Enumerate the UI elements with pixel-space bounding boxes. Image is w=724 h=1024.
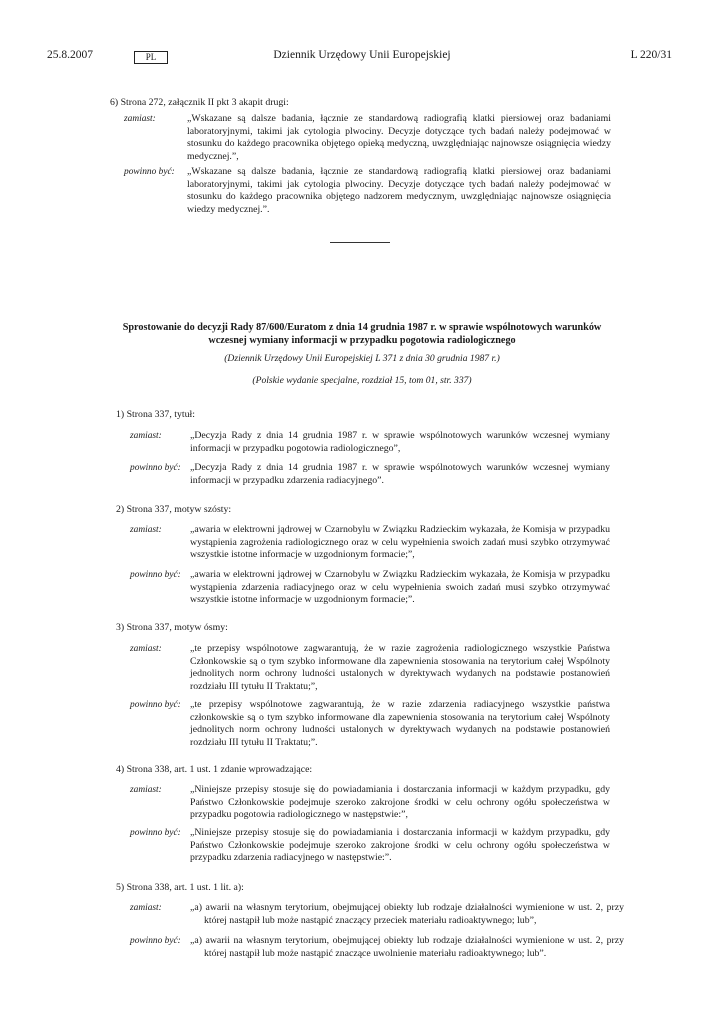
label-should: powinno być: [130,828,181,838]
header-date: 25.8.2007 [47,49,93,61]
label-instead: zamiast: [130,525,162,535]
language-badge: PL [134,51,168,64]
label-should: powinno być: [130,936,181,946]
section-reference-oj: (Dziennik Urzędowy Unii Europejskiej L 371 z dnia 30 grudnia 1987 r.) [224,353,500,364]
item-heading: 5) Strona 338, art. 1 ust. 1 lit. a): [116,882,244,893]
text-instead: „Niniejsze przepisy stosuje się do powiadamiania i dostarczania informacji w każdym przypadku, gdy Państwo Członkowskie podejmuje szeroko zakrojone środki w celu ochrony ogółu społeczeństwa w przypadku pogotowia radiologicznego w następstwie:”, [190,784,610,821]
text-instead: „awaria w elektrowni jądrowej w Czarnobylu w Związku Radzieckim wykazała, że Komisja w przypadku wystąpienia zagrożenia radiologicznego oraz w celu wypełnienia swoich zadań musi szybko otrzymywać wszystkie istotne informacje w uzgodnionym formacie;”, [190,524,610,561]
journal-title: Dziennik Urzędowy Unii Europejskiej [273,49,451,61]
label-should: powinno być: [130,463,181,473]
section-title-line1: Sprostowanie do decyzji Rady 87/600/Euratom z dnia 14 grudnia 1987 r. w sprawie wspólnotowych warunków [122,322,602,333]
item-heading: 1) Strona 337, tytuł: [116,409,195,420]
label-instead: zamiast: [130,644,162,654]
separator-line [330,242,390,243]
label-instead: zamiast: [130,431,162,441]
text-instead: „Wskazane są dalsze badania, łącznie ze standardową radiografią klatki piersiowej oraz badaniami laboratoryjnymi, takimi jak cytologia plwociny. Decyzje dotyczące tych badań należy podejmować w stosunku do każdego pracownika objętego opieką medyczną, uwzględniając najnowsze osiągnięcia wiedzy medycznej.”, [187,113,611,162]
section-reference-special: (Polskie wydanie specjalne, rozdział 15, tom 01, str. 337) [252,375,472,386]
text-instead: „a) awarii na własnym terytorium, obejmującej obiekty lub rodzaje działalności wymienione w ust. 2, przy której nastąpił lub może nastąpić znaczący przeciek materiału radioaktywnego; lub”, [190,902,624,926]
label-instead: zamiast: [130,903,162,913]
text-instead: „Decyzja Rady z dnia 14 grudnia 1987 r. w sprawie wspólnotowych warunków wczesnej wymiany informacji w przypadku pogotowia radiologicznego”, [190,430,610,454]
section-title-line2: wczesnej wymiany informacji w przypadku pogotowia radiologicznego [208,335,516,346]
text-should: „te przepisy wspólnotowe zagwarantują, że w razie zdarzenia radiacyjnego wszystkie państwa członkowskie są o tym szybko informowane dla zapewnienia stosowania na terytorium całej Wspólnoty jednolitych norm ochrony ludności ustalonych w dyrektywach wydanych na podstawie postanowień rozdziału III tytułu II Traktatu;”. [190,699,610,748]
item-heading: 3) Strona 337, motyw ósmy: [116,622,228,633]
text-should: „a) awarii na własnym terytorium, obejmującej obiekty lub rodzaje działalności wymienione w ust. 2, przy której nastąpił lub może nastąpić znaczące uwolnienie materiału radioaktywnego; lub”. [190,935,624,959]
page-number: L 220/31 [630,49,672,61]
item-heading: 2) Strona 337, motyw szósty: [116,504,232,515]
label-instead: zamiast: [124,114,156,124]
label-should: powinno być: [130,570,181,580]
text-should: „Wskazane są dalsze badania, łącznie ze standardową radiografią klatki piersiowej oraz badaniami laboratoryjnymi, takimi jak cytologia plwociny. Decyzje dotyczące tych badań należy podejmować w stosunku do każdego pracownika objętego nadzorem medycznym, uwzględniając najnowsze osiągnięcia wiedzy medycznej.”. [187,166,611,215]
text-should: „Decyzja Rady z dnia 14 grudnia 1987 r. w sprawie wspólnotowych warunków wczesnej wymiany informacji w przypadku zdarzenia radiacyjnego”. [190,462,610,486]
text-should: „Niniejsze przepisy stosuje się do powiadamiania i dostarczania informacji w każdym przypadku, gdy Państwo Członkowskie podejmuje szeroko zakrojone środki w celu ochrony ogółu społeczeństwa w przypadku zdarzenia radiacyjnego w następstwie:”. [190,827,610,864]
text-instead: „te przepisy wspólnotowe zagwarantują, że w razie zagrożenia radiologicznego wszystkie Państwa Członkowskie są o tym szybko informowane dla zapewnienia stosowania na terytorium całej Wspólnoty jednolitych norm ochrony ludności ustalonych w dyrektywach wydanych na podstawie postanowień rozdziału III tytułu II Traktatu;”, [190,643,610,692]
label-should: powinno być: [130,700,181,710]
label-should: powinno być: [124,167,175,177]
label-instead: zamiast: [130,785,162,795]
text-should: „awaria w elektrowni jądrowej w Czarnobylu w Związku Radzieckim wykazała, że Komisja w przypadku wystąpienia zdarzenia radiacyjnego oraz w celu wypełnienia swoich zadań musi szybko otrzymywać wszystkie istotne informacje w uzgodnionym formacie;”. [190,569,610,606]
item-heading: 4) Strona 338, art. 1 ust. 1 zdanie wprowadzające: [116,764,313,775]
item-heading: 6) Strona 272, załącznik II pkt 3 akapit drugi: [110,97,289,108]
